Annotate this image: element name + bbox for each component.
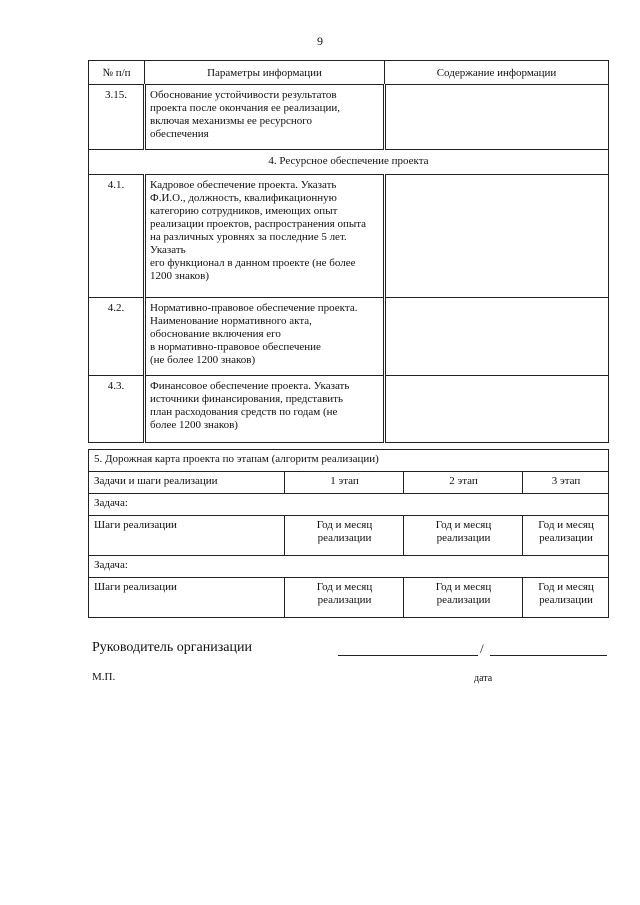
task-row <box>89 494 609 516</box>
section-title: 4. Ресурсное обеспечение проекта <box>89 150 609 175</box>
roadmap-header-row <box>89 472 609 494</box>
steps-label: Шаги реализации <box>89 578 285 618</box>
content-cell <box>385 298 609 376</box>
parameter-line: Финансовое обеспечение проекта. Указать <box>150 380 350 392</box>
name-line <box>490 655 607 656</box>
parameter-line: Кадровое обеспечение проекта. Указать <box>150 179 337 191</box>
page-number: 9 <box>317 34 323 48</box>
stage-cell <box>523 516 609 556</box>
stage-header: 1 этап <box>285 472 404 494</box>
parameter-line: обеспечения <box>150 128 209 140</box>
signature-line <box>338 655 478 656</box>
stage-header: 2 этап <box>404 472 523 494</box>
row-number: 4.1. <box>89 175 145 298</box>
row-number: 4.3. <box>89 376 145 443</box>
stage-cell-line: реализации <box>317 594 372 606</box>
stage-cell-line: Год и месяц <box>435 519 492 531</box>
roadmap-title: 5. Дорожная карта проекта по этапам (алгоритм реализации) <box>89 450 609 472</box>
stage-cell-line: реализации <box>539 594 593 606</box>
stage-cell <box>523 578 609 618</box>
stage-cell-line: реализации <box>539 532 593 544</box>
parameter-line: 1200 знаков) <box>150 270 210 282</box>
header-cell-number: № п/п <box>89 61 145 85</box>
parameter-cell <box>145 175 385 298</box>
stage-cell <box>285 516 404 556</box>
parameter-line: Ф.И.О., должность, квалификационную <box>150 192 337 204</box>
parameter-line: Указать <box>150 244 186 256</box>
parameter-line: на различных уровнях за последние 5 лет. <box>150 231 347 243</box>
parameter-cell <box>145 85 385 150</box>
signature-separator: / <box>480 641 484 656</box>
signature-title: Руководитель организации <box>92 640 252 655</box>
parameter-line: более 1200 знаков) <box>150 419 238 431</box>
content-cell <box>385 175 609 298</box>
roadmap-header-label: Задачи и шаги реализации <box>89 472 285 494</box>
parameter-line: (не более 1200 знаков) <box>150 354 256 366</box>
parameters-table <box>88 60 609 443</box>
stage-cell-line: Год и месяц <box>316 519 373 531</box>
parameter-line: включая механизмы ее ресурсного <box>150 115 312 127</box>
task-label: Задача: <box>89 556 609 578</box>
task-row <box>89 556 609 578</box>
stage-cell-line: реализации <box>436 594 491 606</box>
stage-cell-line: реализации <box>436 532 491 544</box>
table-row <box>89 298 609 376</box>
stage-cell-line: Год и месяц <box>538 581 594 593</box>
row-number: 3.15. <box>89 85 145 150</box>
stage-cell-line: Год и месяц <box>316 581 373 593</box>
parameter-line: его функционал в данном проекте (не более <box>150 257 356 269</box>
stage-cell <box>404 578 523 618</box>
stamp-label: М.П. <box>92 671 116 683</box>
parameter-line: Нормативно-правовое обеспечение проекта. <box>150 302 358 314</box>
stage-cell-line: Год и месяц <box>435 581 492 593</box>
stage-cell-line: Год и месяц <box>538 519 594 531</box>
header-cell-content: Содержание информации <box>385 61 609 85</box>
table-row <box>89 376 609 443</box>
row-number: 4.2. <box>89 298 145 376</box>
content-cell <box>385 376 609 443</box>
section-row <box>89 150 609 175</box>
parameter-line: Наименование нормативного акта, <box>150 315 312 327</box>
stage-header: 3 этап <box>523 472 609 494</box>
parameter-line: источники финансирования, представить <box>150 393 343 405</box>
parameter-line: Обоснование устойчивости результатов <box>150 89 337 101</box>
parameter-line: проекта после окончания ее реализации, <box>150 102 341 114</box>
roadmap-table <box>88 449 609 618</box>
parameter-line: план расходования средств по годам (не <box>150 406 338 418</box>
stage-cell <box>285 578 404 618</box>
date-label: дата <box>474 673 493 684</box>
parameter-line: категорию сотрудников, имеющих опыт <box>150 205 338 217</box>
parameter-cell <box>145 298 385 376</box>
task-label: Задача: <box>89 494 609 516</box>
stage-cell-line: реализации <box>317 532 372 544</box>
table-row <box>89 175 609 298</box>
stage-cell <box>404 516 523 556</box>
content-cell <box>385 85 609 150</box>
parameter-line: обоснование включения его <box>150 328 281 340</box>
steps-label: Шаги реализации <box>89 516 285 556</box>
steps-row <box>89 578 609 618</box>
table-header-row <box>89 61 609 85</box>
steps-row <box>89 516 609 556</box>
parameter-cell <box>145 376 385 443</box>
parameter-line: реализации проектов, распространения опыта <box>150 218 367 230</box>
parameter-line: в нормативно-правовое обеспечение <box>150 341 321 353</box>
roadmap-title-row <box>89 450 609 472</box>
header-cell-parameters: Параметры информации <box>145 61 385 85</box>
table-row <box>89 85 609 150</box>
